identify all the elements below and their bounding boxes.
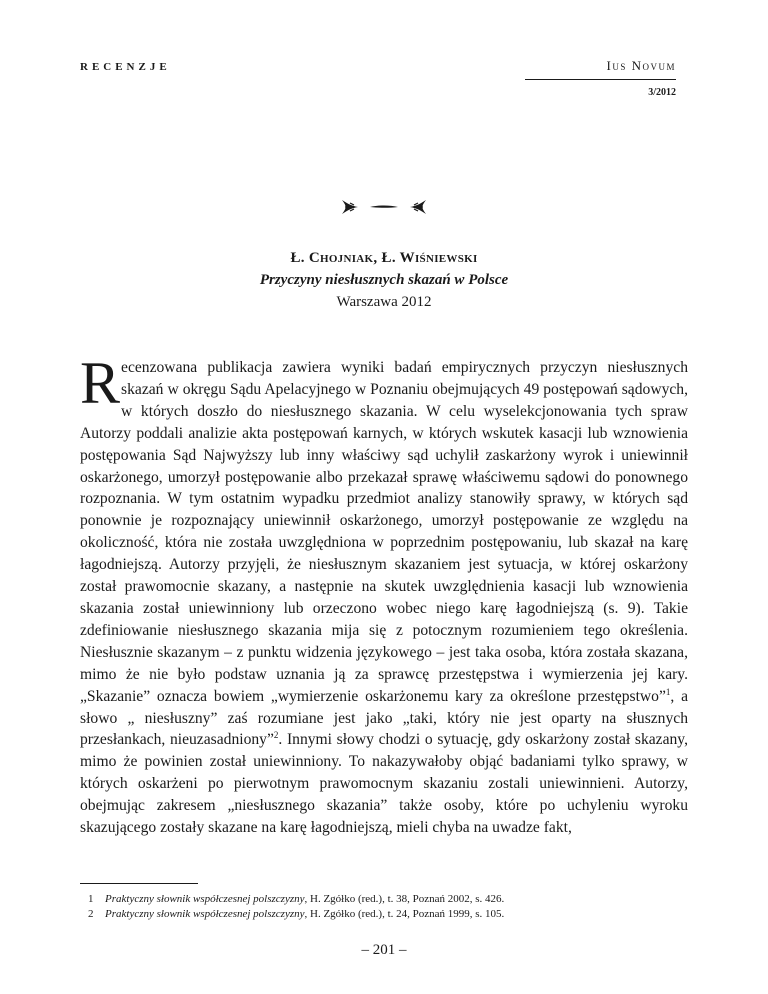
footnotes	[88, 892, 690, 922]
journal-name: Ius Novum	[606, 58, 676, 73]
fleuron-ornament	[0, 194, 768, 220]
footnote-title: Praktyczny słownik współczesnej polszczyzny	[105, 893, 305, 905]
footnote-rule	[80, 883, 198, 884]
drop-cap: R	[80, 350, 121, 416]
footnote	[88, 892, 690, 907]
footnote-text: , H. Zgółko (red.), t. 38, Poznań 2002, s. 426.	[304, 893, 505, 905]
footnote-ref[interactable]: 1	[665, 686, 671, 697]
body-text-part: , a słowo „ niesłuszny” zaś rozumiane jest jako „taki, który nie jest oparty na słusznych przesłankach, nieuzasadniony”	[80, 687, 688, 749]
footnote-title: Praktyczny słownik współczesnej polszczyzny	[105, 908, 305, 920]
footnote	[88, 907, 690, 922]
fleuron-icon	[336, 194, 432, 220]
footnote-number: 1	[88, 893, 94, 905]
footnote-text: , H. Zgółko (red.), t. 24, Poznań 1999, s. 105.	[304, 908, 505, 920]
review-authors: Ł. Chojniak, Ł. Wiśniewski	[290, 250, 478, 266]
page-number: – 201 –	[361, 942, 407, 958]
review-book-title: Przyczyny niesłusznych skazań w Polsce	[259, 272, 509, 288]
footnote-ref[interactable]: 2	[273, 730, 279, 741]
body-text-part: . Innymi słowy chodzi o sytuację, gdy oskarżony został skazany, mimo że powinien został uniewinniony. To nakazywałoby objąć badaniami tylko sprawy, w których oskarżeni po pierwotnym prawomocnym skazaniu zostali uniewinnieni. Autorzy, obejmując zakresem „niesłusznego skazania” także osoby, które po uchyleniu wyroku skazującego zostały skazane na karę łagodniejszą, mieli chyba na uwadze fakt,	[80, 731, 688, 837]
section-label: RECENZJE	[80, 61, 171, 73]
footnote-number: 2	[88, 908, 94, 920]
issue-number: 3/2012	[648, 87, 676, 98]
body-paragraph	[80, 350, 688, 839]
body-text-part: ecenzowana publikacja zawiera wyniki badań empirycznych przyczyn niesłusznych skazań w okręgu Sądu Apelacyjnego w Poznaniu obejmujących 49 postępowań sądowych, w których doszło do niesłusznego skazania. W celu wyselekcjonowania tych spraw Autorzy poddali analizie akta postępowań karnych, w których wskutek kasacji lub wznowienia postępowania Sąd Najwyższy lub inny właściwy sąd uchylił zaskarżony wyrok i uniewinnił oskarżonego, umorzył postępowanie albo przekazał sprawę właściwemu sądowi do ponownego rozpoznania. W tym ostatnim wypadku przedmiot analizy stanowiły sprawy, w których sąd ponownie je rozpoznający uniewinnił oskarżonego, umorzył postępowanie ze względu na okoliczność, która nie została uwzględniona w poprzednim postępowaniu, lub skazał na karę łagodniejszą. Autorzy przyjęli, że niesłusznym skazaniem jest sytuacja, w której oskarżony został prawomocnie skazany, a następnie na skutek uwzględnienia kasacji lub wznowienia skazania został uniewinniony lub orzeczono wobec niego karę łagodniejszą (s. 9). Takie zdefiniowanie niesłusznego skazania mija się z potocznym rozumieniem tego określenia. Niesłusznie skazanym – z punktu widzenia językowego – jest taka osoba, która została skazana, mimo że nie było podstaw uznania ją za sprawcę przestępstwa i wymierzenia jej kary. „Skazanie” oznacza bowiem „wymierzenie oskarżonemu kary za określone przestępstwo”	[80, 359, 688, 705]
review-heading	[0, 247, 768, 313]
review-place-year: Warszawa 2012	[336, 294, 432, 310]
review-body	[80, 350, 688, 839]
header-rule	[525, 79, 676, 80]
